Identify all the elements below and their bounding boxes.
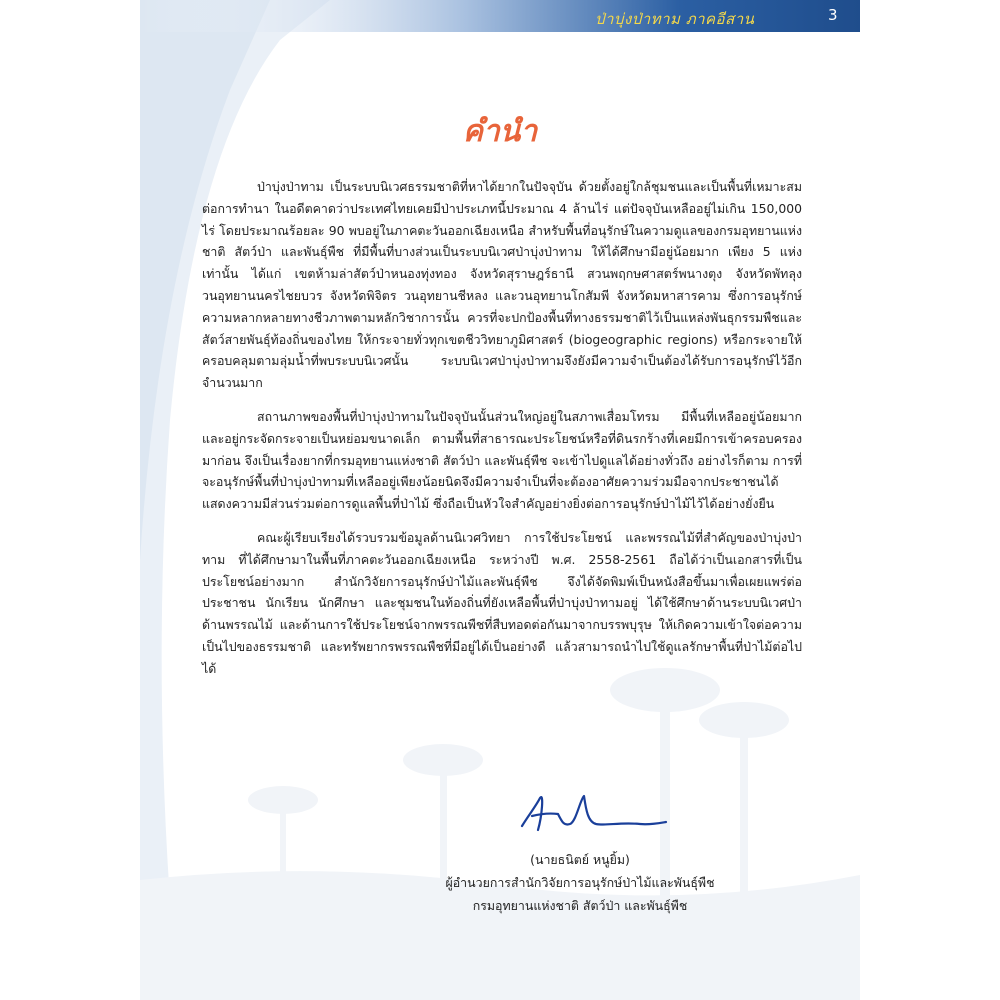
signatory-position: ผู้อำนวยการสำนักวิจัยการอนุรักษ์ป่าไม้และพันธุ์พืช [445,875,715,890]
signature-block [360,848,800,917]
paragraph: ป่าบุ่งป่าทาม เป็นระบบนิเวศธรรมชาติที่หาได้ยากในปัจจุบัน ด้วยตั้งอยู่ใกล้ชุมชนและเป็นพื้นที่เหมาะสมต่อการทำนา ในอดีตคาดว่าประเทศไทยเคยมีป่าประเภทนี้ประมาณ 4 ล้านไร่ แต่ปัจจุบันเหลืออยู่ไม่เกิน 150,000 ไร่ โดยประมาณร้อยละ 90 พบอยู่ในภาคตะวันออกเฉียงเหนือ สำหรับพื้นที่อนุรักษ์ในความดูแลของกรมอุทยานแห่งชาติ สัตว์ป่า และพันธุ์พืช ที่มีพื้นที่บางส่วนเป็นระบบนิเวศป่าบุ่งป่าทาม ให้ได้ศึกษามีอยู่น้อยมาก เพียง 5 แห่งเท่านั้น ได้แก่ เขตห้ามล่าสัตว์ป่าหนองทุ่งทอง จังหวัดสุราษฎร์ธานี สวนพฤกษศาสตร์พนางตุง จังหวัดพัทลุง วนอุทยานนครไชยบวร จังหวัดพิจิตร วนอุทยานชีหลง และวนอุทยานโกสัมพี จังหวัดมหาสารคาม ซึ่งการอนุรักษ์ความหลากหลายทางชีวภาพตามหลักวิชาการนั้น ควรที่จะปกป้องพื้นที่ทางธรรมชาติไว้เป็นแหล่งพันธุกรรมพืชและสัตว์สายพันธุ์ท้องถิ่นของไทย ให้กระจายทั่วทุกเขตชีววิทยาภูมิศาสตร์ (biogeographic regions) หรือกระจายให้ครอบคลุมตามลุ่มน้ำที่พบระบบนิเวศนั้น ระบบนิเวศป่าบุ่งป่าทามจึงยังมีความจำเป็นต้องได้รับการอนุรักษ์ไว้อีกจำนวนมาก [202,179,802,391]
paragraph: สถานภาพของพื้นที่ป่าบุ่งป่าทามในปัจจุบันนั้นส่วนใหญ่อยู่ในสภาพเสื่อมโทรม มีพื้นที่เหลืออยู่น้อยมาก และอยู่กระจัดกระจายเป็นหย่อมขนาดเล็ก ตามพื้นที่สาธารณะประโยชน์หรือที่ดินรกร้างที่เคยมีการเข้าครอบครองมาก่อน จึงเป็นเรื่องยากที่กรมอุทยานแห่งชาติ สัตว์ป่า และพันธุ์พืช จะเข้าไปดูแลได้อย่างทั่วถึง อย่างไรก็ตาม การที่จะอนุรักษ์พื้นที่ป่าบุ่งป่าทามที่เหลืออยู่เพียงน้อยนิดจึงมีความจำเป็นที่จะต้องอาศัยความร่วมมือจากประชาชนได้แสดงความมีส่วนร่วมต่อการดูแลพื้นที่ป่าไม้ ซึ่งถือเป็นหัวใจสำคัญอย่างยิ่งต่อการอนุรักษ์ป่าไม้ไว้ได้อย่างยั่งยืน [202,408,802,512]
handwritten-signature [510,786,670,842]
paragraph: คณะผู้เรียบเรียงได้รวบรวมข้อมูลด้านนิเวศวิทยา การใช้ประโยชน์ และพรรณไม้ที่สำคัญของป่าบุ่งป่าทาม ที่ได้ศึกษามาในพื้นที่ภาคตะวันออกเฉียงเหนือ ระหว่างปี พ.ศ. 2558-2561 ถือได้ว่าเป็นเอกสารที่เป็นประโยชน์อย่างมาก สำนักวิจัยการอนุรักษ์ป่าไม้และพันธุ์พืช จึงได้จัดพิมพ์เป็นหนังสือขึ้นมาเพื่อเผยแพร่ต่อประชาชน นักเรียน นักศึกษา และชุมชนในท้องถิ่นที่ยังเหลือพื้นที่ป่าบุ่งป่าทามอยู่ ได้ใช้ศึกษาด้านระบบนิเวศป่า ด้านพรรณไม้ และด้านการใช้ประโยชน์จากพรรณพืชที่สืบทอดต่อกันมาจากบรรพบุรุษ ให้เกิดความเข้าใจต่อความเป็นไปของธรรมชาติ และทรัพยากรพรรณพืชที่มีอยู่ได้เป็นอย่างดี แล้วสามารถนำไปใช้ดูแลรักษาพื้นที่ป่าไม้ต่อไปได้ [202,529,802,676]
page-number: 3 [828,6,838,24]
header-band [140,0,860,32]
document-page [140,0,860,1000]
foreword-body [202,176,802,692]
signatory-organization: กรมอุทยานแห่งชาติ สัตว์ป่า และพันธุ์พืช [472,898,688,913]
page-heading: คำนำ [462,114,538,149]
signatory-name: (นายธนิตย์ หนูยิ้ม) [530,852,630,867]
header-title: ป่าบุ่งป่าทาม ภาคอีสาน [595,10,755,28]
